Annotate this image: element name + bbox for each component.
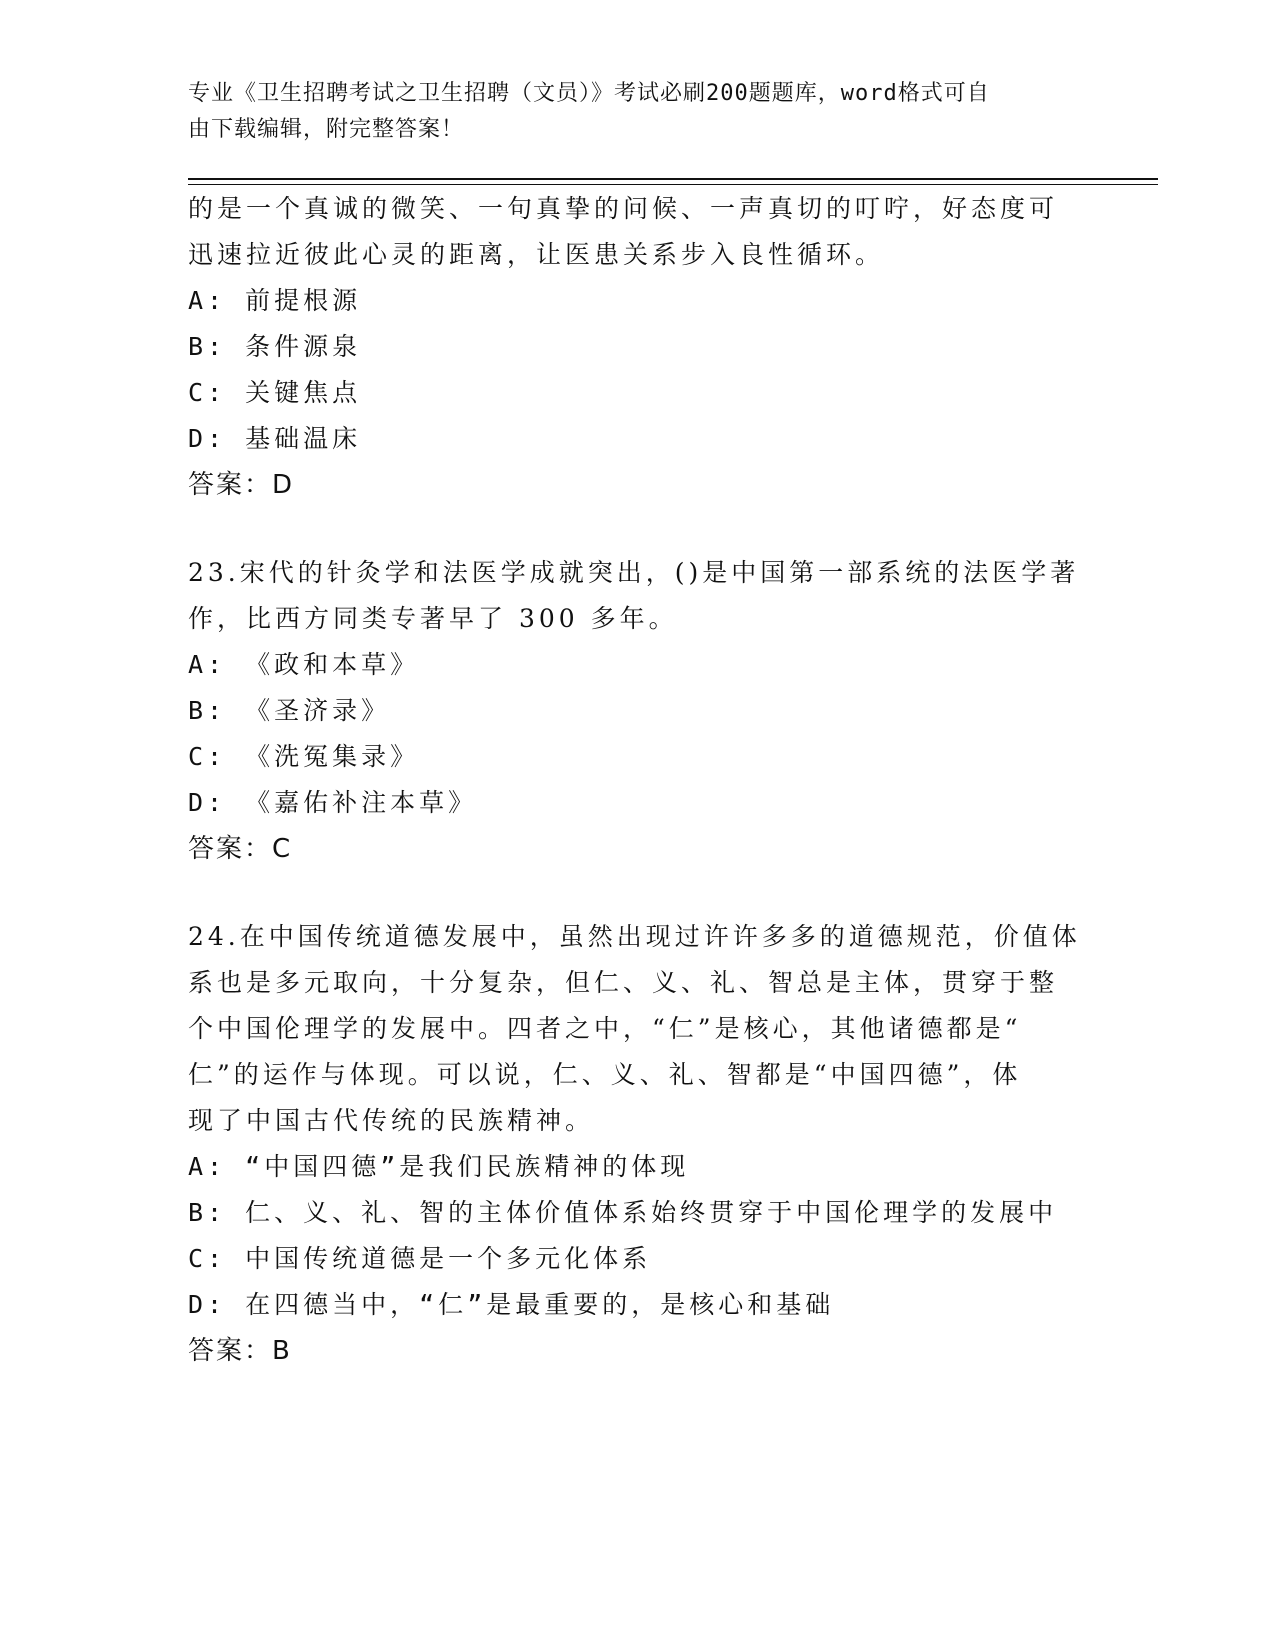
header-line-1: 专业《卫生招聘考试之卫生招聘（文员）》考试必刷200题题库，word格式可自 [188, 81, 990, 106]
question-text-line: 现了中国古代传统的民族精神。 [188, 1106, 595, 1135]
option-a: A: “中国四德”是我们民族精神的体现 [188, 1152, 690, 1181]
spacer [188, 872, 1088, 914]
option-c: C: 《洗冤集录》 [188, 742, 420, 771]
question-text-line: 作，比西方同类专著早了 300 多年。 [188, 604, 678, 633]
header-divider-thin [188, 184, 1158, 185]
option-b: B: 仁、义、礼、智的主体价值体系始终贯穿于中国伦理学的发展中 [188, 1198, 1058, 1227]
question-text-line: 仁”的运作与体现。可以说，仁、义、礼、智都是“中国四德”，体 [188, 1060, 1022, 1089]
spacer [188, 508, 1088, 550]
question-block-prev [188, 186, 1088, 508]
option-d: D: 《嘉佑补注本草》 [188, 788, 478, 817]
option-c: C: 中国传统道德是一个多元化体系 [188, 1244, 652, 1273]
option-a: A: 前提根源 [188, 286, 362, 315]
option-d: D: 基础温床 [188, 424, 362, 453]
question-text-line: 24.在中国传统道德发展中，虽然出现过许许多多的道德规范，价值体 [188, 922, 1081, 951]
question-text-line: 系也是多元取向，十分复杂，但仁、义、礼、智总是主体，贯穿于整 [188, 968, 1059, 997]
option-a: A: 《政和本草》 [188, 650, 420, 679]
document-header [188, 76, 1068, 148]
option-b: B: 条件源泉 [188, 332, 362, 361]
question-text-line: 迅速拉近彼此心灵的距离，让医患关系步入良性循环。 [188, 240, 885, 269]
question-block-24 [188, 914, 1088, 1374]
header-line-2: 由下载编辑，附完整答案！ [188, 117, 465, 142]
question-block-23 [188, 550, 1088, 872]
question-text-line: 个中国伦理学的发展中。四者之中，“仁”是核心，其他诸德都是“ [188, 1014, 1022, 1043]
option-c: C: 关键焦点 [188, 378, 362, 407]
option-d: D: 在四德当中，“仁”是最重要的，是核心和基础 [188, 1290, 835, 1319]
answer-line: 答案：D [188, 470, 295, 500]
header-divider-thick [188, 178, 1158, 180]
answer-line: 答案：C [188, 834, 293, 864]
document-body [188, 186, 1088, 1374]
option-b: B: 《圣济录》 [188, 696, 391, 725]
question-text-line: 的是一个真诚的微笑、一句真挚的问候、一声真切的叮咛，好态度可 [188, 194, 1059, 223]
question-text-line: 23.宋代的针灸学和法医学成就突出，()是中国第一部系统的法医学著 [188, 558, 1080, 587]
answer-line: 答案：B [188, 1336, 292, 1366]
